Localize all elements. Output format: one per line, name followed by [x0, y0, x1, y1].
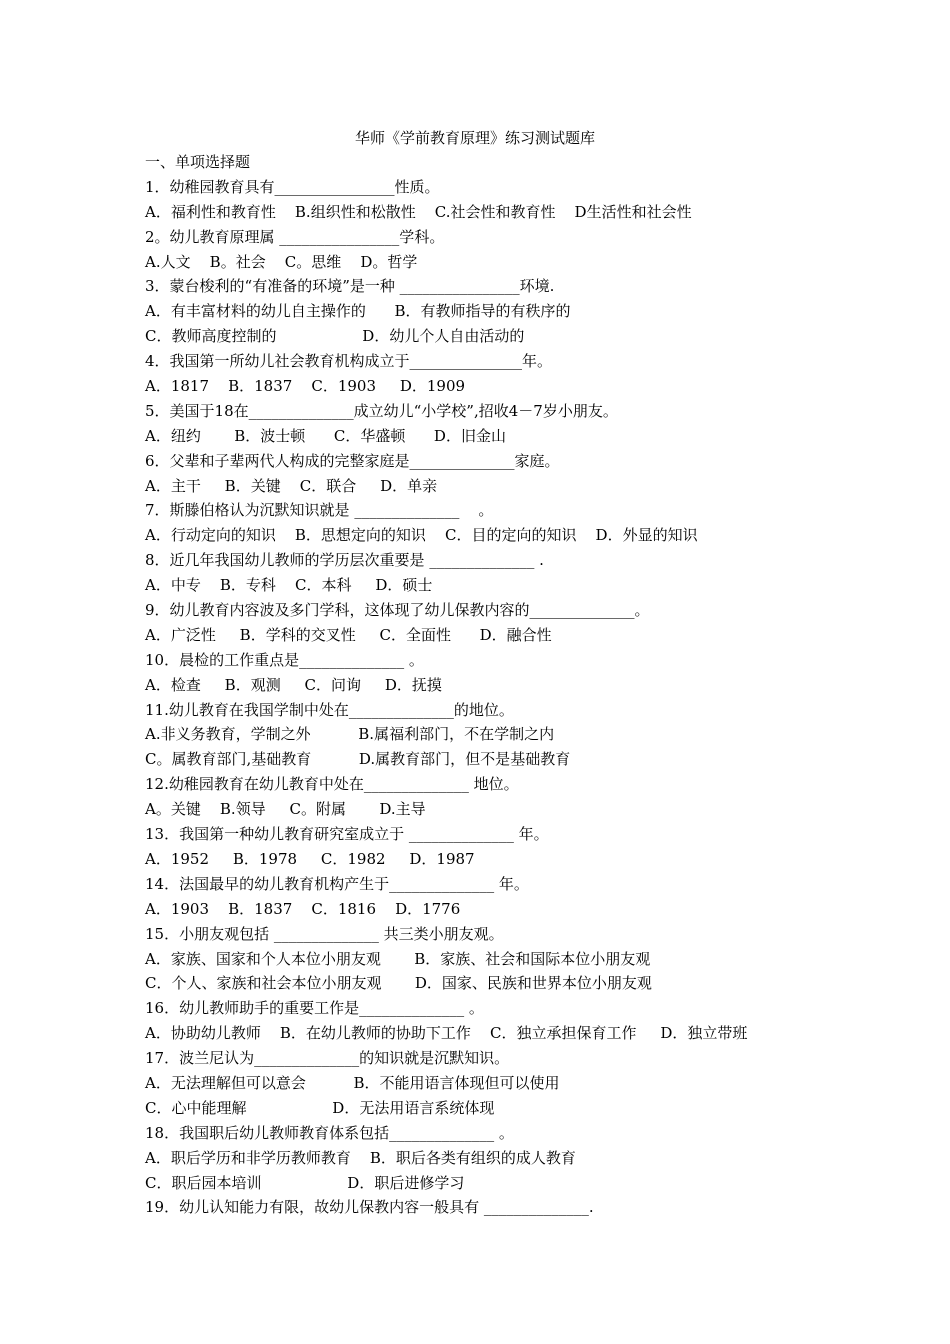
text-line: 3．蒙台梭利的“有准备的环境”是一种 ________________环境. — [145, 277, 555, 296]
text-line: A．无法理解但可以意会 B．不能用语言体现但可以使用 — [145, 1073, 560, 1092]
text-line: A．职后学历和非学历教师教育 B．职后各类有组织的成人教育 — [145, 1148, 576, 1167]
text-line: A．主干 B．关键 C．联合 D．单亲 — [145, 476, 438, 495]
text-line: C．职后园本培训 D．职后进修学习 — [145, 1173, 465, 1192]
text-line: 8．近几年我国幼儿教师的学历层次重要是 ______________ . — [145, 551, 544, 570]
text-line: 10．晨检的工作重点是______________ 。 — [145, 650, 424, 669]
text-line: 14．法国最早的幼儿教育机构产生于______________ 年。 — [145, 874, 529, 893]
text-line: A.非义务教育，学制之外 B.属福利部门，不在学制之内 — [145, 725, 555, 744]
text-line: 13．我国第一种幼儿教育研究室成立于 ______________ 年。 — [145, 825, 549, 844]
text-line: 2。幼儿教育原理属 ________________学科。 — [145, 227, 445, 246]
text-line: C。属教育部门,基础教育 D.属教育部门，但不是基础教育 — [145, 750, 571, 769]
text-line: 18．我国职后幼儿教师教育体系包括______________ 。 — [145, 1123, 514, 1142]
text-line: A．1903 B．1837 C．1816 D．1776 — [145, 899, 461, 918]
text-line: A．广泛性 B．学科的交叉性 C．全面性 D．融合性 — [145, 625, 552, 644]
text-line: A．检查 B．观测 C．问询 D．抚摸 — [145, 675, 442, 694]
text-line: 1．幼稚园教育具有________________性质。 — [145, 177, 440, 196]
text-line: 16．幼儿教师助手的重要工作是______________ 。 — [145, 999, 484, 1018]
text-line: A．中专 B．专科 C．本科 D．硕士 — [145, 576, 433, 595]
document-title: 华师《学前教育原理》练习测试题库 — [354, 129, 595, 147]
text-line: 15．小朋友观包括 ______________ 共三类小朋友观。 — [145, 924, 504, 943]
text-line: A．行动定向的知识 B．思想定向的知识 C．目的定向的知识 D．外显的知识 — [145, 526, 698, 545]
text-line: 一、单项选择题 — [145, 153, 251, 171]
text-line: A.人文 B。社会 C。思维 D。哲学 — [145, 252, 418, 271]
text-line: 9．幼儿教育内容波及多门学科，这体现了幼儿保教内容的______________。 — [145, 601, 650, 620]
text-line: 12.幼稚园教育在幼儿教育中处在______________ 地位。 — [145, 775, 519, 794]
text-line: A．1952 B．1978 C．1982 D．1987 — [145, 849, 475, 868]
text-line: 7．斯滕伯格认为沉默知识就是 ______________ 。 — [145, 501, 494, 520]
text-line: 6．父辈和子辈两代人构成的完整家庭是______________家庭。 — [145, 451, 560, 470]
text-line: C．教师高度控制的 D．幼儿个人自由活动的 — [145, 327, 525, 346]
text-line: A．1817 B．1837 C．1903 D．1909 — [145, 377, 466, 396]
text-line: A．有丰富材料的幼儿自主操作的 B．有教师指导的有秩序的 — [145, 302, 571, 321]
text-line: 11.幼儿教育在我国学制中处在______________的地位。 — [145, 700, 514, 719]
text-line: A．协助幼儿教师 B．在幼儿教师的协助下工作 C．独立承担保育工作 D．独立带班 — [145, 1024, 748, 1043]
text-line: A．福利性和教育性 B.组织性和松散性 C.社会性和教育性 D生活性和社会性 — [145, 202, 692, 221]
text-line: 4．我国第一所幼儿社会教育机构成立于_______________年。 — [145, 352, 553, 371]
text-line: C．个人、家族和社会本位小朋友观 D．国家、民族和世界本位小朋友观 — [145, 974, 652, 993]
text-line: A．纽约 B．波士顿 C．华盛顿 D．旧金山 — [145, 426, 506, 445]
text-line: 17．波兰尼认为______________的知识就是沉默知识。 — [145, 1049, 510, 1068]
text-line: 19．幼儿认知能力有限，故幼儿保教内容一般具有 ______________. — [145, 1198, 594, 1217]
text-line: 5．美国于18在______________成立幼儿“小学校”,招收4－7岁小朋友。 — [145, 401, 618, 420]
text-line: C．心中能理解 D．无法用语言系统体现 — [145, 1098, 495, 1117]
text-line: A。关键 B.领导 C。附属 D.主导 — [145, 800, 426, 819]
document-body — [145, 150, 925, 1220]
text-line: A．家族、国家和个人本位小朋友观 B．家族、社会和国际本位小朋友观 — [145, 949, 651, 968]
